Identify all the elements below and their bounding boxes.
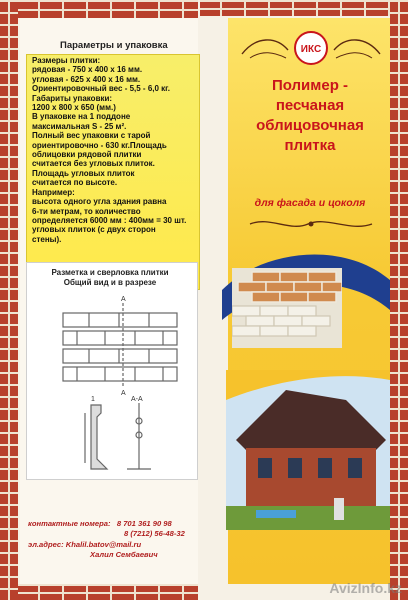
divider-ornament: [246, 214, 376, 234]
logo-text: ИКС: [300, 44, 322, 55]
params-line: Габариты упаковки:: [32, 93, 113, 103]
contact-label: контактные номера:: [28, 519, 111, 528]
params-line: стены).: [32, 234, 62, 244]
label-num: 1: [91, 396, 95, 403]
params-line: облицовки рядовой плитки: [32, 150, 142, 160]
brick-border-top-right: [200, 0, 390, 16]
params-heading: Параметры и упаковка: [60, 40, 168, 51]
params-line: 6-ти метрам, то количество: [32, 206, 141, 216]
drawing-box: [26, 262, 198, 480]
drawing-title-line1: Разметка и сверловка плитки: [51, 268, 169, 277]
params-line: считается по высоте.: [32, 178, 118, 188]
label-section: A-A: [131, 396, 143, 403]
drawing-title-line2: Общий вид и в разрезе: [63, 278, 157, 287]
params-line: Например:: [32, 187, 75, 197]
params-text: [32, 56, 198, 244]
params-line: угловая - 625 х 400 х 16 мм.: [32, 74, 141, 84]
params-line: ориентировочно - 630 кг.Площадь: [32, 140, 167, 150]
params-line: рядовая - 750 х 400 х 16 мм.: [32, 65, 143, 75]
params-line: максимальная S - 25 м².: [32, 121, 127, 131]
params-line: Полный вес упаковки с тарой: [32, 131, 151, 141]
brick-border-left: [0, 0, 18, 600]
phone-1: 8 701 361 90 98: [116, 519, 172, 528]
params-line: высота одного угла здания равна: [32, 197, 167, 207]
params-line: угловых плиток (с двух сторон: [32, 225, 156, 235]
title-line: облицовочная: [256, 117, 364, 134]
brick-border-bottom: [18, 584, 198, 600]
phone-2: 8 (7212) 56-48-32: [124, 529, 185, 539]
params-line: 1200 х 800 х 650 (мм.): [32, 103, 116, 113]
label-a-top: A: [121, 296, 126, 303]
label-a-bottom: A: [121, 390, 126, 397]
params-line: Ориентировочный вес - 5,5 - 6,0 кг.: [32, 84, 170, 94]
title-line: песчаная: [275, 97, 345, 114]
watermark: AvizInfo.kz: [329, 580, 402, 596]
email-label: эл.адрес:: [28, 539, 64, 549]
title-line: плитка: [284, 137, 336, 154]
subtitle: для фасада и цоколя: [254, 197, 366, 209]
title-line: Полимер -: [271, 77, 349, 94]
house-photo: [226, 370, 390, 530]
params-line: Размеры плитки:: [32, 56, 101, 65]
params-line: считается без угловых плиток.: [32, 159, 155, 169]
email: Khalil.batov@mail.ru: [65, 539, 142, 549]
tile-drawing: [27, 263, 197, 479]
brick-border-top-left: [18, 0, 198, 18]
drawing-title: [50, 268, 170, 288]
params-line: определяется 6000 мм : 400мм = 30 шт.: [32, 215, 187, 225]
brick-tile-image: [232, 268, 342, 348]
brick-border-right: [390, 0, 408, 600]
logo-ornament: [236, 26, 386, 70]
main-title: [232, 76, 388, 156]
contact-block: [28, 519, 185, 561]
params-line: Площадь угловых плиток: [32, 168, 135, 178]
person-name: Халил Сембаевич: [90, 550, 158, 560]
params-line: В упаковке на 1 поддоне: [32, 112, 131, 122]
